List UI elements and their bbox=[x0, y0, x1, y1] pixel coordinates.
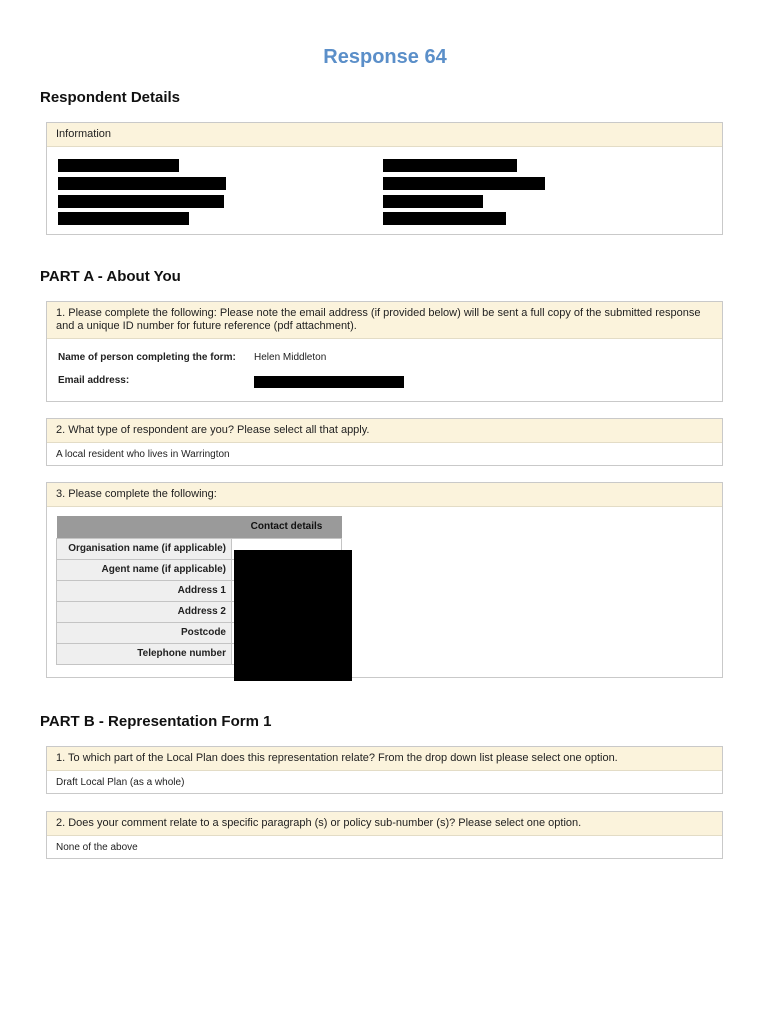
information-box-title: Information bbox=[47, 123, 722, 147]
part-b-q2-box bbox=[46, 811, 723, 859]
email-label: Email address: bbox=[58, 375, 130, 386]
part-a-q1-box bbox=[46, 301, 723, 402]
part-a-q3-body bbox=[47, 507, 722, 679]
page-title: Response 64 bbox=[323, 46, 447, 68]
row-label: Agent name (if applicable) bbox=[57, 559, 232, 580]
redacted-block bbox=[58, 212, 189, 225]
redacted-block bbox=[383, 159, 517, 172]
contact-details-header: Contact details bbox=[232, 516, 342, 538]
redacted-block bbox=[58, 195, 224, 208]
part-b-q1-box bbox=[46, 746, 723, 794]
part-b-q1-question: 1. To which part of the Local Plan does this representation relate? From the drop down list please select one option. bbox=[47, 747, 722, 771]
information-box-body bbox=[47, 147, 722, 235]
redacted-block bbox=[383, 177, 545, 190]
part-a-heading: PART A - About You bbox=[40, 268, 181, 285]
part-a-q2-box bbox=[46, 418, 723, 466]
name-value: Helen Middleton bbox=[254, 352, 327, 363]
part-b-q2-answer: None of the above bbox=[56, 842, 138, 853]
row-label: Address 1 bbox=[57, 580, 232, 601]
redacted-block bbox=[58, 177, 226, 190]
name-label: Name of person completing the form: bbox=[58, 352, 236, 363]
part-a-q3-box bbox=[46, 482, 723, 678]
part-a-q2-question: 2. What type of respondent are you? Please select all that apply. bbox=[47, 419, 722, 443]
respondent-details-heading: Respondent Details bbox=[40, 89, 181, 106]
contact-table-corner bbox=[57, 516, 232, 538]
part-a-q2-answer: A local resident who lives in Warrington bbox=[56, 449, 230, 460]
redacted-block bbox=[383, 212, 506, 225]
redacted-block bbox=[383, 195, 483, 208]
part-a-q1-body bbox=[47, 339, 722, 402]
information-box bbox=[46, 122, 723, 235]
part-a-q1-question: 1. Please complete the following: Please note the email address (if provided below) will be sent a full copy of the submitted response and a unique ID number for future reference (pdf attachment). bbox=[47, 302, 722, 339]
redacted-block bbox=[58, 159, 179, 172]
row-label: Organisation name (if applicable) bbox=[57, 538, 232, 559]
redacted-contact-details bbox=[234, 550, 352, 681]
part-b-heading: PART B - Representation Form 1 bbox=[40, 713, 272, 730]
row-label: Telephone number bbox=[57, 643, 232, 664]
part-b-q1-answer: Draft Local Plan (as a whole) bbox=[56, 777, 185, 788]
part-b-q2-question: 2. Does your comment relate to a specific paragraph (s) or policy sub-number (s)? Please select one option. bbox=[47, 812, 722, 836]
row-label: Address 2 bbox=[57, 601, 232, 622]
row-label: Postcode bbox=[57, 622, 232, 643]
redacted-email bbox=[254, 376, 404, 388]
part-a-q3-question: 3. Please complete the following: bbox=[47, 483, 722, 507]
